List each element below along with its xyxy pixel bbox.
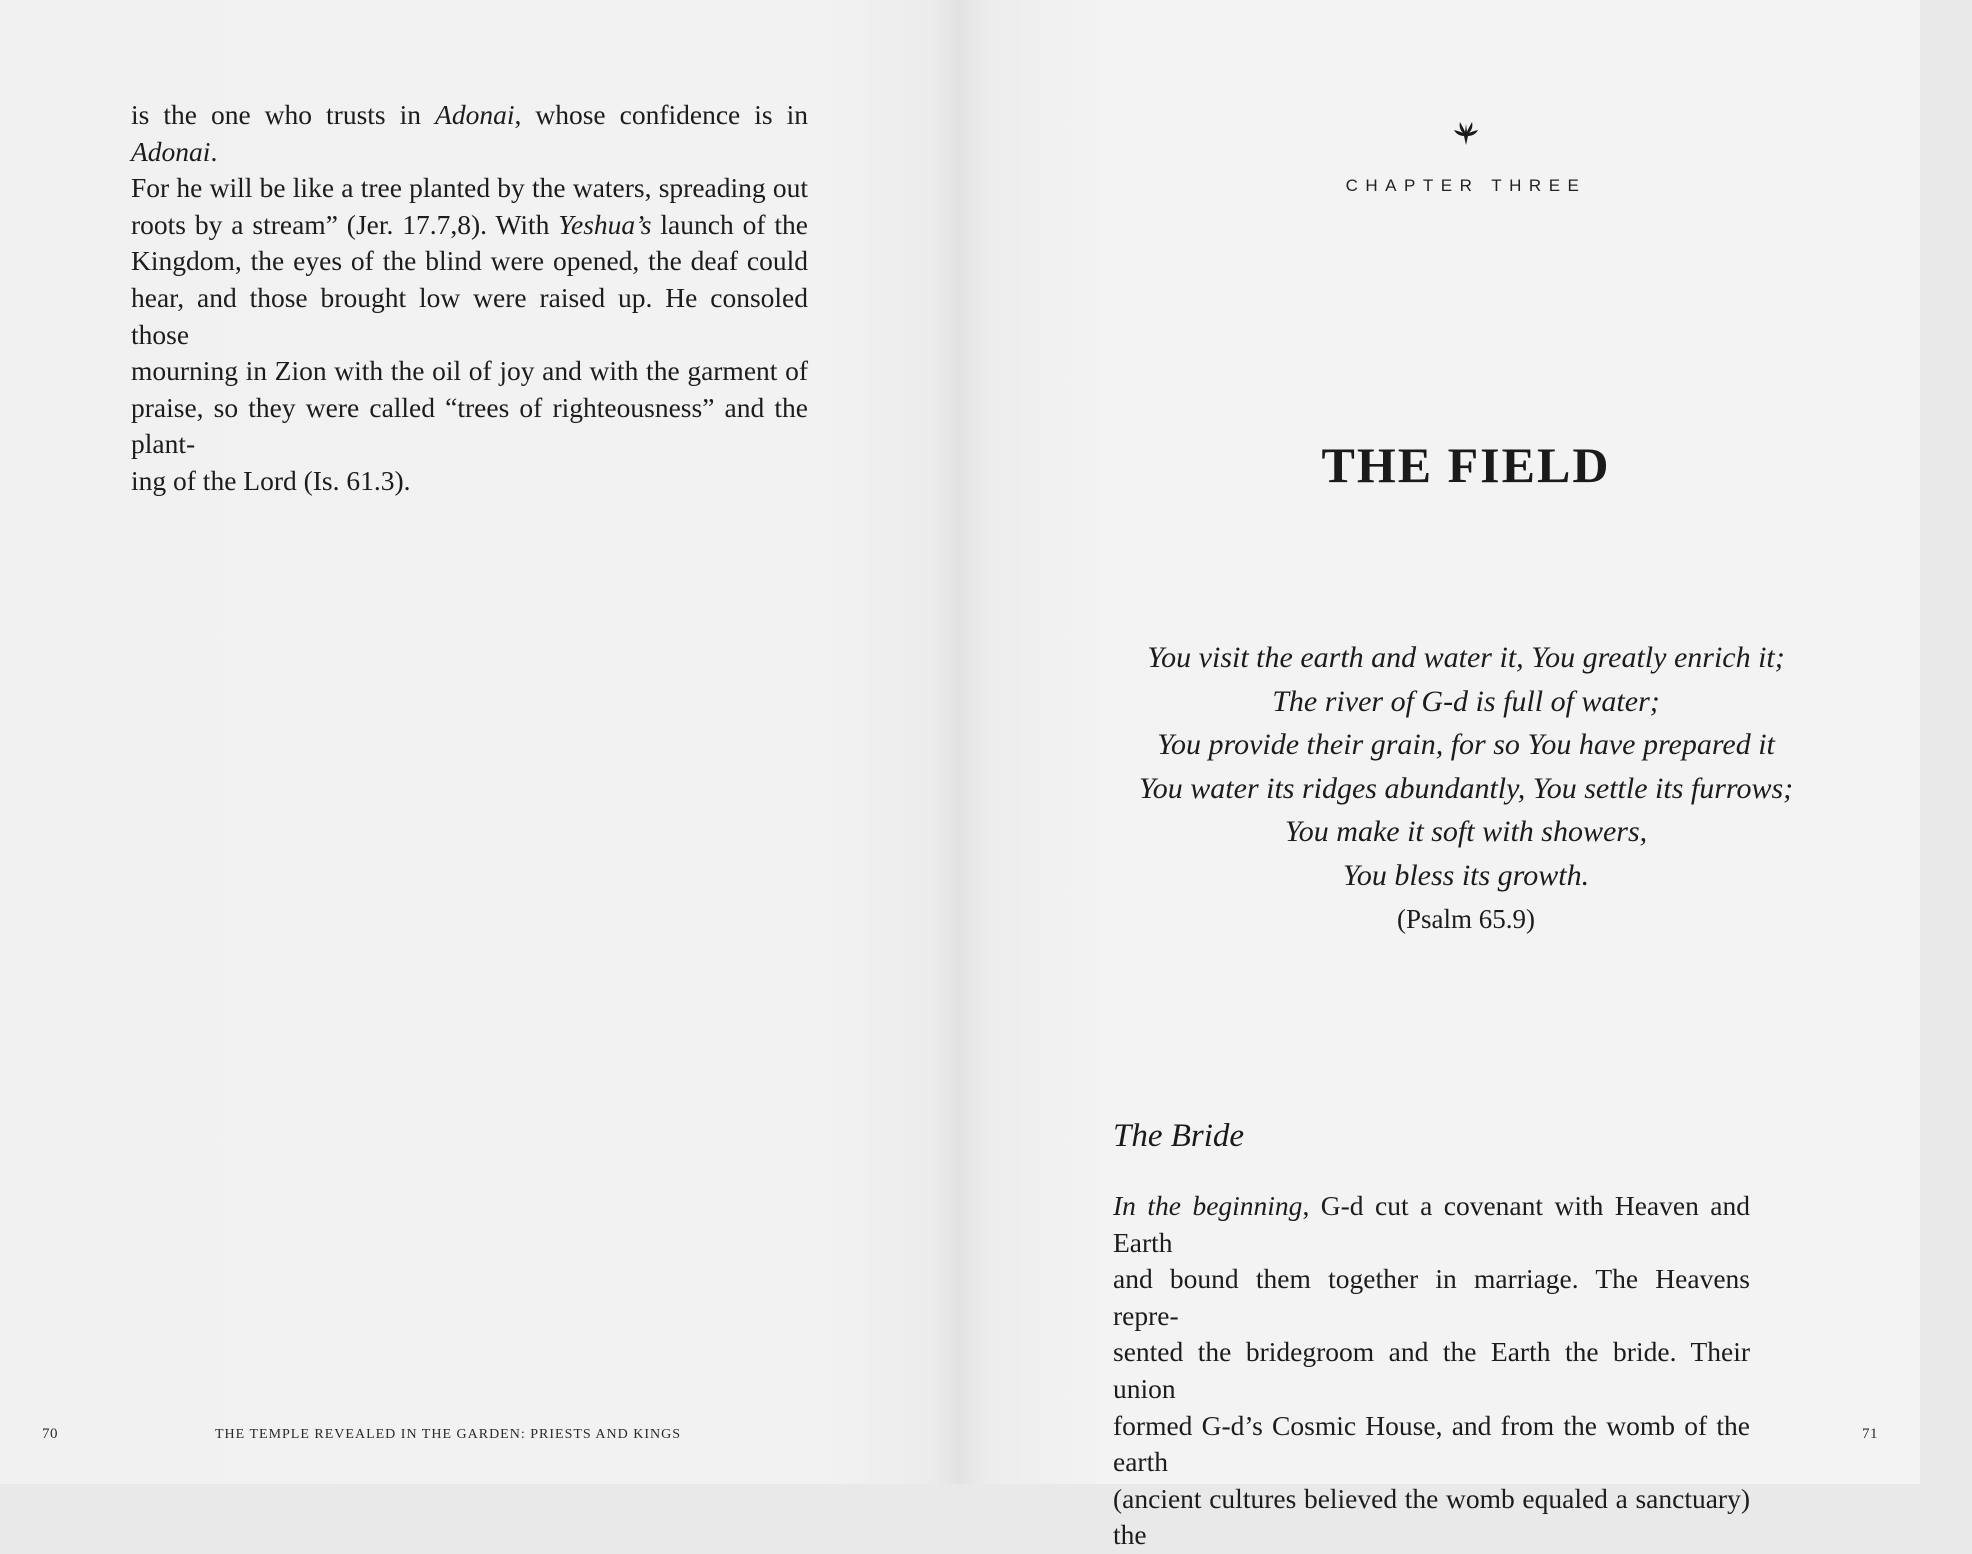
epigraph-line: You visit the earth and water it, You greatly enrich it; [1147, 641, 1785, 674]
epigraph-line: You bless its growth. [1342, 858, 1590, 892]
text-line: and bound them together in marriage. The Heavens repre- [1113, 1263, 1750, 1331]
text-line: roots by a stream” (Jer. 17.7,8). With Yeshua’s launch of the [131, 208, 808, 240]
epigraph-line: You make it soft with showers, [1284, 815, 1648, 849]
text-line: is the one who trusts in Adonai, whose confidence is in Adonai. [131, 99, 808, 167]
epigraph-citation: (Psalm 65.9) [1397, 903, 1535, 934]
text-line: formed G-d’s Cosmic House, and from the womb of the earth [1113, 1409, 1750, 1478]
text-line: (ancient cultures believed the womb equaled a sanctuary) the [1113, 1482, 1750, 1551]
running-head: THE TEMPLE REVEALED IN THE GARDEN: PRIESTS AND KINGS [215, 1427, 682, 1442]
page-number-right: 71 [1862, 1426, 1878, 1442]
text-line: hear, and those brought low were raised up. He consoled those [131, 281, 808, 350]
section-heading: The Bride [1113, 1118, 1245, 1154]
text-line: ing of the Lord (Is. 61.3). [131, 464, 411, 496]
right-page [960, 0, 1920, 1551]
left-page-body [131, 97, 808, 500]
text-line: Kingdom, the eyes of the blind were opened, the deaf could [131, 245, 808, 277]
epigraph-line: You provide their grain, for so You have prepared it [1157, 728, 1775, 762]
epigraph-line: The river of G-d is full of water; [1272, 684, 1660, 718]
italic-phrase: Adonai [131, 135, 211, 167]
left-page [0, 0, 960, 1484]
epigraph-line: You water its ridges abundantly, You settle its furrows; [1138, 771, 1794, 805]
chapter-label: CHAPTER THREE [1345, 176, 1587, 195]
text-line: praise, so they were called “trees of righteousness” and the plant- [131, 391, 808, 460]
italic-phrase: Adonai [435, 99, 515, 130]
epigraph [960, 636, 1972, 941]
text-line: sented the bridegroom and the Earth the bride. Their union [1113, 1336, 1750, 1404]
chapter-title: THE FIELD [1321, 437, 1611, 493]
fleuron-icon [1451, 120, 1481, 146]
italic-phrase: Yeshua’s [558, 208, 652, 240]
text-line: In the beginning, G-d cut a covenant with Heaven and Earth [1113, 1190, 1750, 1258]
text-line: mourning in Zion with the oil of joy and with the garment of [131, 355, 808, 387]
text-line: For he will be like a tree planted by the waters, spreading out [131, 172, 808, 204]
italic-phrase: In the beginning [1113, 1190, 1303, 1221]
right-page-body [1113, 1188, 1750, 1554]
page-number-left: 70 [42, 1426, 58, 1442]
